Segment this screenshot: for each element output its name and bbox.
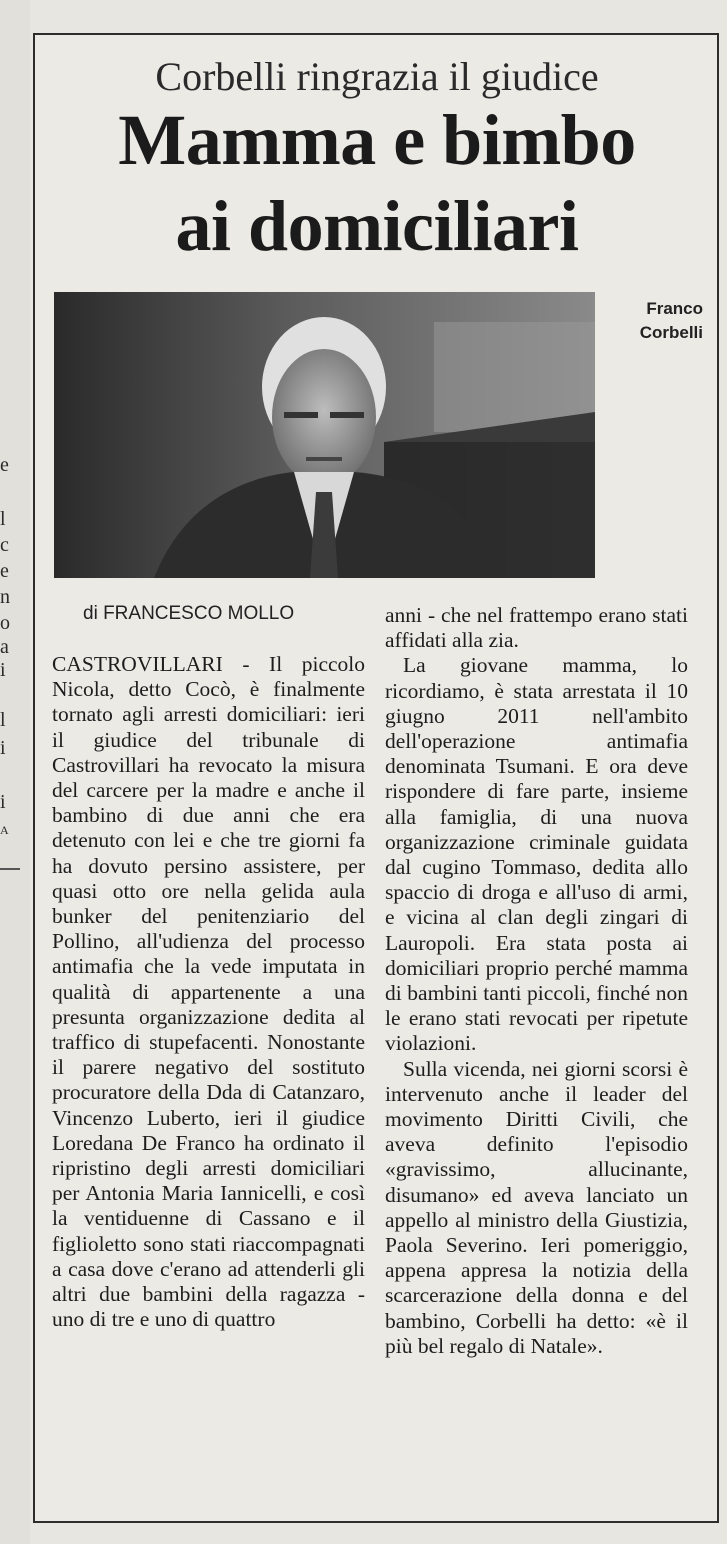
body-paragraph: La giovane mamma, lo ricordiamo, è stata arrestata il 10 giugno 2011 nell'ambito dell'operazione antimafia denominata Tsumani. E ora deve rispondere di fare parte, insieme alla famiglia, di una nuova organizzazione criminale guidata dal cugino Tommaso, dedita allo spaccio di droga e all'uso di armi, e vicina al clan degli zingari di Lauropoli. Era stata posta ai domiciliari proprio perché mamma di bambini tanti piccoli, finché non le erano stati revocati per ripetute violazioni. <box>385 653 688 1056</box>
adjacent-fragment: n <box>0 586 10 608</box>
adjacent-fragment: i <box>0 737 6 759</box>
adjacent-fragment: A <box>0 823 9 837</box>
adjacent-fragment: l <box>0 508 6 530</box>
byline: di FRANCESCO MOLLO <box>83 603 295 624</box>
adjacent-fragment: i <box>0 791 6 813</box>
adjacent-fragment: o <box>0 612 10 634</box>
body-paragraph: Sulla vicenda, nei giorni scorsi è intervenuto anche il leader del movimento Diritti Civili, che aveva definito l'episodio «gravissimo, allucinante, disumano» ed aveva lanciato un appello al ministro della Giustizia, Paola Severino. Ieri pomeriggio, appena appresa la notizia della scarcerazione della donna e del bambino, Corbelli ha detto: «è il più bel regalo di Natale». <box>385 1056 688 1358</box>
caption-first-name: Franco <box>646 299 703 318</box>
article-headline <box>35 97 719 269</box>
body-paragraph: anni - che nel frattempo erano stati affidati alla zia. <box>385 603 688 653</box>
adjacent-fragment: e <box>0 454 9 476</box>
body-column-right <box>385 603 688 1359</box>
body-text: - Il piccolo Nicola, detto Cocò, è finalmente tornato agli arresti domiciliari: ieri il giudice del tribunale di Castrovillari ha revocato la misura del carcere per la madre e anche il bambino di due anni che era detenuto con lei e che tre giorni fa ha dovuto persino assistere, per quasi otto ore nella gelida aula bunker del penitenziario del Pollino, all'udienza del processo antimafia che la vede imputata in qualità di appartenente a una presunta organizzazione dedita al traffico di stupefacenti. Nonostante il parere negativo del sostituto procuratore della Dda di Catanzaro, Vincenzo Luberto, ieri il giudice Loredana De Franco ha ordinato il ripristino degli arresti domiciliari per Antonia Maria Iannicelli, e così la ventiduenne di Cassano e il figlioletto sono stati riaccompagnati a casa dove c'erano ad attenderli gli altri due bambini della ragazza - uno di tre e uno di quattro <box>52 652 366 1332</box>
adjacent-article-edge <box>0 0 30 1544</box>
headline-line-1: Mamma e bimbo <box>118 100 636 180</box>
headline-line-2: ai domiciliari <box>175 186 579 266</box>
adjacent-fragment: a <box>0 636 9 658</box>
photo-caption <box>563 297 703 345</box>
dateline: CASTROVILLARI <box>52 652 223 676</box>
adjacent-fragment: c <box>0 534 9 556</box>
article-frame <box>33 33 719 1523</box>
portrait-illustration <box>54 292 595 578</box>
adjacent-divider <box>0 868 20 870</box>
adjacent-fragment: e <box>0 560 9 582</box>
article-kicker: Corbelli ringrazia il giudice <box>155 54 599 99</box>
caption-last-name: Corbelli <box>639 323 703 342</box>
body-column-left <box>52 652 365 1332</box>
body-paragraph <box>52 652 365 1332</box>
adjacent-fragment: i <box>0 659 6 681</box>
adjacent-fragment: l <box>0 709 6 731</box>
portrait-photo <box>54 292 595 578</box>
